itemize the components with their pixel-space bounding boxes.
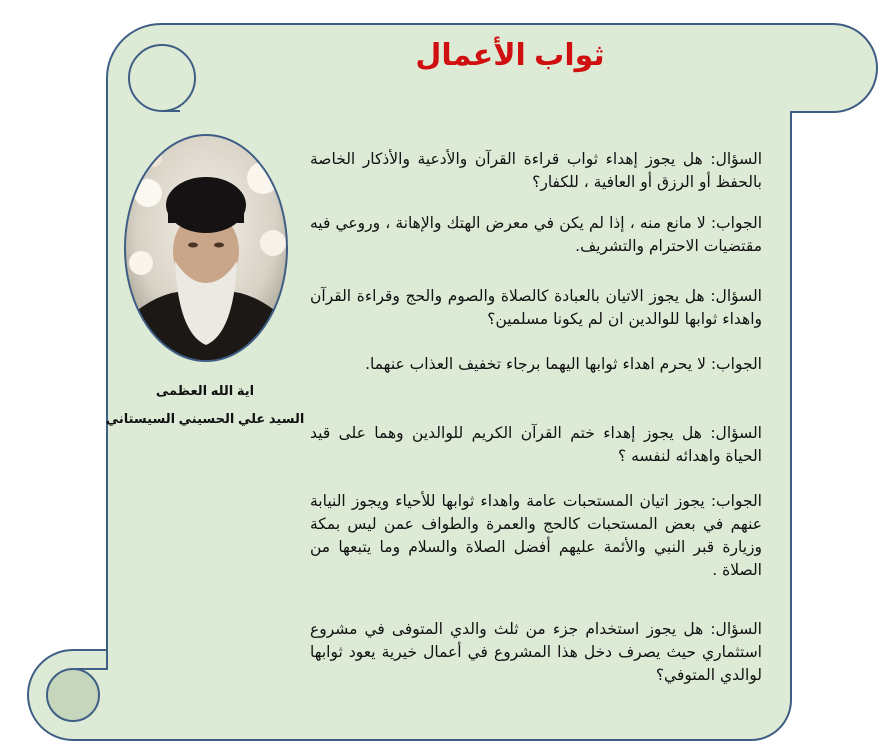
qa-paragraph-5: السؤال: هل يجوز إهداء ختم القرآن الكريم للوالدين وهما على قيد الحياة واهدائه لنفسه ؟ xyxy=(310,424,762,465)
portrait-caption-name: السيد علي الحسيني السيستاني xyxy=(105,411,305,426)
qa-paragraph-6: الجواب: يجوز اتيان المستحبات عامة واهداء ثوابها للأحياء ويجوز النيابة عنهم في بعض المستحبات كالحج والعمرة والطواف عمن ليس بمكة وزيارة قبر النبي والأئمة عليهم أفضل الصلاة والسلام وما يتبعها من الصلاة . xyxy=(310,492,762,579)
qa-paragraph-3: السؤال: هل يجوز الاتيان بالعبادة كالصلاة والصوم والحج وقراءة القرآن واهداء ثوابها للوالدين ان لم يكونا مسلمين؟ xyxy=(310,287,762,328)
portrait-caption-title: اية الله العظمى xyxy=(155,383,255,398)
page-title: ثواب الأعمال xyxy=(415,39,605,72)
qa-paragraph-1: السؤال: هل يجوز إهداء ثواب قراءة القرآن والأدعية والأذكار الخاصة بالحفظ أو الرزق أو العافية ، للكفار؟ xyxy=(310,150,762,191)
qa-paragraph-4: الجواب: لا يحرم اهداء ثوابها اليهما برجاء تخفيف العذاب عنهما. xyxy=(365,355,762,373)
top-curl xyxy=(129,45,195,111)
bottom-curl xyxy=(47,669,99,721)
qa-paragraph-7: السؤال: هل يجوز استخدام جزء من ثلث والدي المتوفى في مشروع استثماري حيث يصرف دخل هذا المشروع في أعمال خيرية يعود ثوابها لوالدي المتوفي؟ xyxy=(310,620,762,684)
portrait-image xyxy=(123,133,289,363)
qa-paragraph-2: الجواب: لا مانع منه ، إذا لم يكن في معرض الهتك والإهانة ، وروعي فيه مقتضيات الاحترام والتشريف. xyxy=(310,214,762,255)
